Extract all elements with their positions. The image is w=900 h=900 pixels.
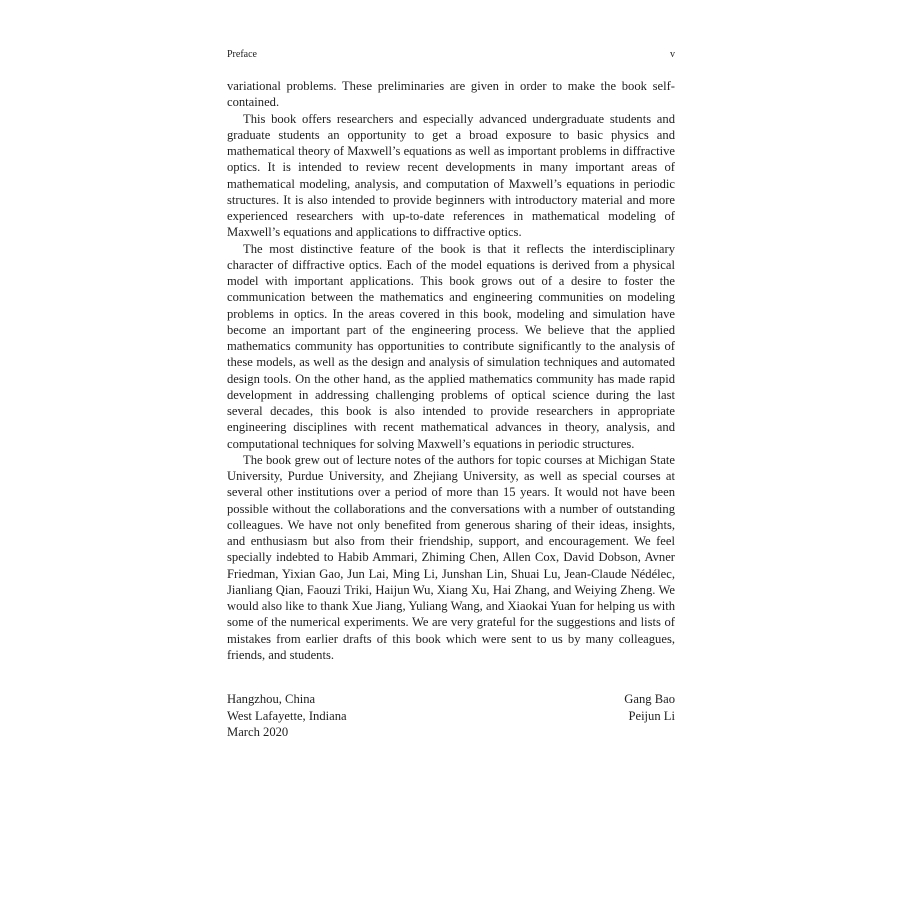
place-and-date xyxy=(227,691,347,741)
paragraph: This book offers researchers and especially advanced undergraduate students and graduate students an opportunity to get a broad exposure to basic physics and mathematical theory of Maxwell’s equations as well as important problems in diffractive optics. It is intended to review recent developments in many important areas of mathematical modeling, analysis, and computation of Maxwell’s equations in periodic structures. It is also intended to provide beginners with introductory material and more experienced researchers with up-to-date references in mathematical modeling of Maxwell’s equations and applications to diffractive optics. xyxy=(227,111,675,240)
page-number: v xyxy=(670,49,675,60)
running-header xyxy=(227,48,675,62)
paragraph: The book grew out of lecture notes of the authors for topic courses at Michigan State University, Purdue University, and Zhejiang University, as well as special courses at several other institutions over a period of more than 15 years. It would not have been possible without the collaborations and the conversations with a number of outstanding colleagues. We have not only benefited from generous sharing of their ideas, insights, and enthusiasm but also from their friendship, support, and encouragement. We feel specially indebted to Habib Ammari, Zhiming Chen, Allen Cox, David Dobson, Avner Friedman, Yixian Gao, Jun Lai, Ming Li, Junshan Lin, Shuai Lu, Jean-Claude Nédélec, Jianliang Qian, Faouzi Triki, Haijun Wu, Xiang Xu, Hai Zhang, and Weiying Zheng. We would also like to thank Xue Jiang, Yuliang Wang, and Xiaokai Yuan for helping us with some of the numerical experiments. We are very grateful for the suggestions and lists of mistakes from earlier drafts of this book which were sent to us by many colleagues, friends, and students. xyxy=(227,452,675,662)
paragraph-continued: variational problems. These preliminaries are given in order to make the book self-contained. xyxy=(227,79,675,110)
place-line: Hangzhou, China xyxy=(227,692,316,706)
author-name: Peijun Li xyxy=(628,708,675,723)
date-line: March 2020 xyxy=(227,725,289,739)
place-line: West Lafayette, Indiana xyxy=(227,708,347,723)
paragraph: The most distinctive feature of the book is that it reflects the interdisciplinary character of diffractive optics. Each of the model equations is derived from a physical model with important applications. This book grows out of a desire to foster the communication between the mathematics and engineering communities on modeling problems in optics. In the areas covered in this book, modeling and simulation have become an important part of the engineering process. We believe that the applied mathematics community has opportunities to contribute significantly to the analysis of these models, as well as the design and analysis of simulation techniques and automated design tools. On the other hand, as the applied mathematics community has made rapid development in addressing challenging problems of optical science during the last several decades, this book is also intended to provide researchers in appropriate engineering disciplines with recent mathematical advances in theory, analysis, and computational techniques for solving Maxwell’s equations in periodic structures. xyxy=(227,241,675,451)
author-name: Gang Bao xyxy=(624,692,675,706)
authors xyxy=(624,691,675,724)
preface-body xyxy=(227,78,675,663)
section-title: Preface xyxy=(227,49,257,60)
